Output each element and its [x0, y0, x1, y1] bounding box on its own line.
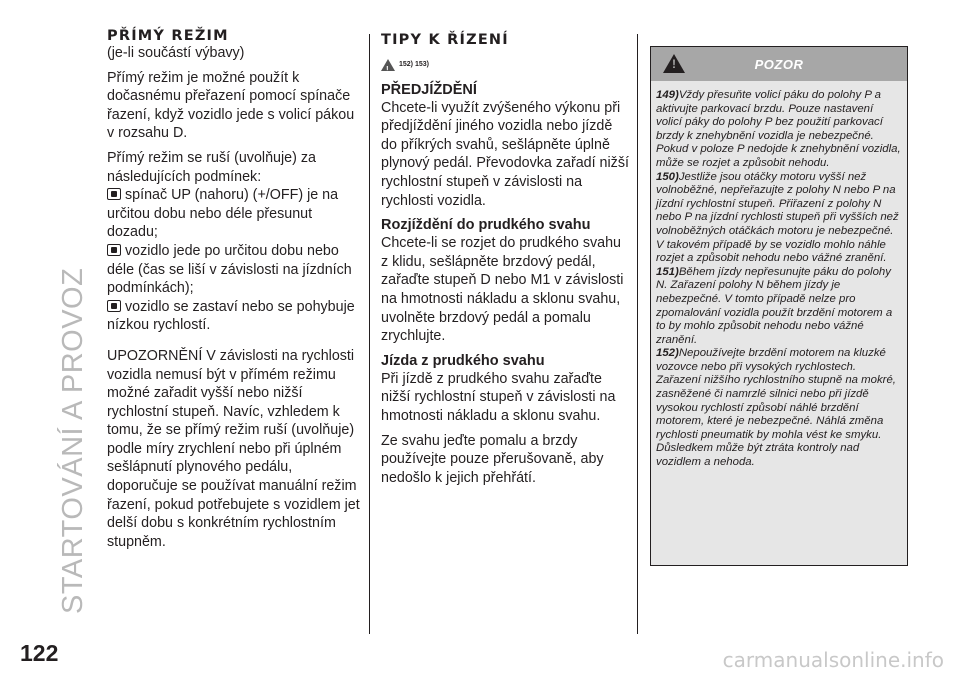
- warning-box-body: [651, 81, 907, 470]
- bullet-text: spínač UP (nahoru) (+/OFF) je na určitou dobu nebo déle přesunut dozadu;: [107, 187, 339, 241]
- heading-overtaking: PŘEDJÍŽDĚNÍ: [381, 81, 477, 98]
- page-number: 122: [20, 640, 59, 666]
- warning-item-number: 152): [656, 347, 679, 360]
- reference-numbers: 152) 153): [399, 61, 429, 68]
- bullet-icon: [107, 300, 121, 312]
- section-subtitle: (je-li součástí výbavy): [107, 45, 245, 61]
- heading-downhill: Jízda z prudkého svahu: [381, 352, 545, 369]
- watermark: carmanualsonline.info: [722, 648, 944, 672]
- warning-item-number: 151): [656, 265, 679, 278]
- section-title-direct-mode: PŘÍMÝ REŽIM: [107, 28, 229, 44]
- chapter-side-label: STARTOVÁNÍ A PROVOZ: [57, 267, 89, 614]
- warning-references: [381, 56, 631, 75]
- warning-item: [656, 266, 901, 348]
- warning-triangle-icon: !: [663, 54, 685, 73]
- paragraph: Chcete-li využít zvýšeného výkonu při předjíždění jiného vozidla nebo jízdě do příkrých svahů, sešlápněte úplně plynový pedál. Převodovka zařadí nižší rychlostní stupeň v závislosti na rychlosti vozidla.: [381, 99, 629, 209]
- warning-item-number: 150): [656, 170, 679, 183]
- column-driving-tips: [381, 28, 631, 493]
- bullet-item: [107, 242, 362, 298]
- warning-item-text: Jestliže jsou otáčky motoru vyšší než volnoběžné, nepřeřazujte z polohy N nebo P na jízdní rychlostní stupeň. Přiřazení z polohy N nebo P na jízdní rychlosti stupeň při vyšších než volnoběžných otáčkách motoru je nebezpečné. V takovém případě by se vozidlo mohlo náhle rozjet a způsobit nehodu nebo vážné zranění.: [656, 170, 899, 265]
- paragraph: Přímý režim je možné použít k dočasnému přeřazení pomocí spínače řazení, když vozidlo jede s volicí pákou v rozsahu D.: [107, 69, 355, 142]
- column-direct-mode: [107, 28, 362, 557]
- bullet-text: vozidlo se zastaví nebo se pohybuje nízkou rychlostí.: [107, 298, 355, 334]
- bullet-icon: [107, 244, 121, 256]
- warning-item-text: Nepoužívejte brzdění motorem na kluzké vozovce nebo při vysokých rychlostech. Zařazení nižšího rychlostního stupně na mokré, zasněžené či namrzlé silnici nebo při jízdě vysokou rychlostí způsobí náhlé brzdění motorem, které je nebezpečné. Náhlá změna rychlosti pneumatik by mohla vést ke smyku. Důsledkem může být ztráta kontroly nad vozidlem a nehoda.: [656, 347, 896, 469]
- warning-box-header: [651, 47, 907, 81]
- bullet-item: [107, 298, 362, 335]
- paragraph-note: UPOZORNĚNÍ V závislosti na rychlosti vozidla nemusí být v přímém režimu možné zařadit vyšší nebo nižší rychlostní stupeň. Navíc, vzhledem k tomu, že se přímý režim ruší (uvolňuje) podle míry zrychlení nebo při úplném sešlápnutí plynového pedálu, doporučuje se používat manuální režim řazení, pokud potřebujete s vozidlem jet delší dobu s konkrétním rychlostním stupněm.: [107, 347, 360, 550]
- warning-item: [656, 171, 901, 266]
- paragraph: Ze svahu jeďte pomalu a brzdy používejte pouze přerušovaně, aby nedošlo k jejich přehřátí.: [381, 432, 604, 486]
- paragraph: Při jízdě z prudkého svahu zařaďte nižší rychlostní stupeň v závislosti na hmotnosti nákladu a sklonu svahu.: [381, 370, 616, 424]
- paragraph: Chcete-li se rozjet do prudkého svahu z klidu, sešlápněte brzdový pedál, zařaďte stupeň D nebo M1 v závislosti na hmotnosti nákladu a sklonu svahu, uvolněte brzdový pedál a pomalu zrychlujte.: [381, 235, 624, 345]
- column-divider: [637, 34, 638, 634]
- warning-item-text: Vždy přesuňte volicí páku do polohy P a aktivujte parkovací brzdu. Pouze nastavení volicí páky do polohy P bez použití parkovací brzdy k znehybnění vozidla je nebezpečné. Pokud v poloze P nedojde k znehybnění vozidla, může se rozjet a způsobit nehodu.: [656, 89, 901, 169]
- heading-uphill-start: Rozjíždění do prudkého svahu: [381, 217, 591, 234]
- bullet-icon: [107, 188, 121, 200]
- warning-item: [656, 89, 901, 171]
- warning-item: [656, 347, 901, 469]
- bullet-text: vozidlo jede po určitou dobu nebo déle (čas se liší v závislosti na jízdních podmínkách);: [107, 242, 352, 297]
- bullet-item: [107, 186, 362, 242]
- warning-title: POZOR: [754, 56, 804, 72]
- paragraph: Přímý režim se ruší (uvolňuje) za následujících podmínek:: [107, 149, 316, 185]
- warning-box: [650, 46, 908, 566]
- warning-item-text: Během jízdy nepřesunujte páku do polohy N. Zařazení polohy N během jízdy je nebezpečné. V tomto případě nelze pro zpomalování vozidla použít brzdění motorem a to by mohlo způsobit nehodu nebo vážné zranění.: [656, 265, 893, 346]
- warning-item-number: 149): [656, 89, 679, 101]
- warning-triangle-icon: !: [381, 59, 395, 71]
- column-divider: [369, 34, 370, 634]
- section-title-driving-tips: TIPY K ŘÍZENÍ: [381, 32, 509, 48]
